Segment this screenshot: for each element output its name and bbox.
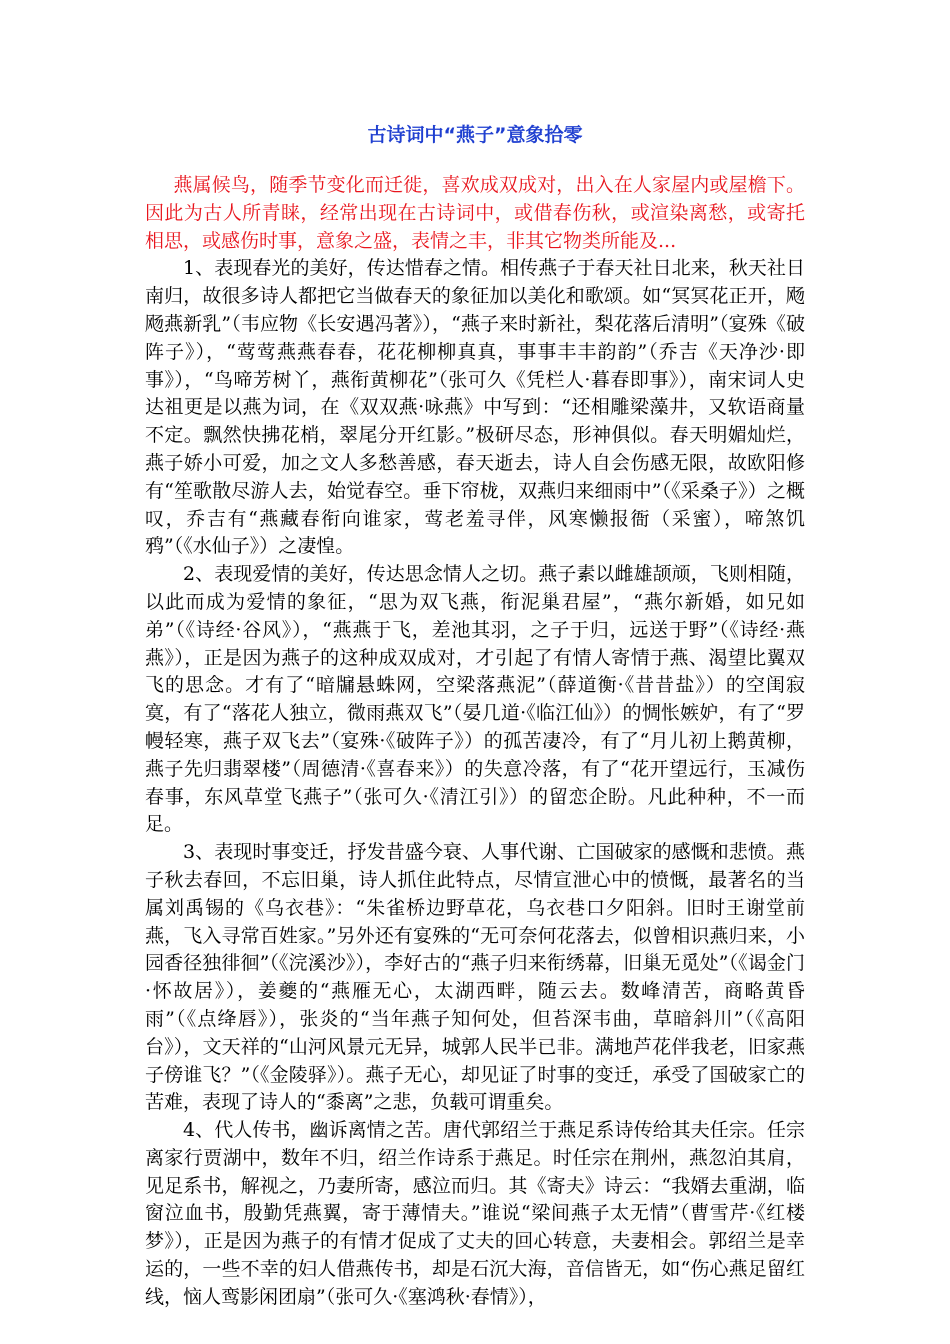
paragraph-2: 2、表现爱情的美好，传达思念情人之切。燕子素以雌雄颉颃，飞则相随，以此而成为爱情的象征，“思为双飞燕，衔泥巢君屋”，“燕尔新婚，如兄如弟”（《诗经·谷风》），“燕燕于飞，差池其羽，之子于归，远送于野”（《诗经·燕燕》），正是因为燕子的这种成双成对，才引起了有情人寄情于燕、渴望比翼双飞的思念。才有了“暗牖悬蛛网，空梁落燕泥”（薛道衡·《昔昔盐》）的空闺寂寞，有了“落花人独立，微雨燕双飞”（晏几道·《临江仙》）的惆怅嫉妒，有了“罗幔轻寒，燕子双飞去”（宴殊·《破阵子》）的孤苦凄冷，有了“月儿初上鹅黄柳，燕子先归翡翠楼”（周德清·《喜春来》）的失意冷落，有了“花开望远行，玉减伤春事，东风草堂飞燕子”（张可久·《清江引》）的留恋企盼。凡此种种，不一而足。	[145, 563, 805, 836]
paragraph-1: 1、表现春光的美好，传达惜春之情。相传燕子于春天社日北来，秋天社日南归，故很多诗人都把它当做春天的象征加以美化和歌颂。如“冥冥花正开，飏飏燕新乳”（韦应物《长安遇冯著》），“燕子来时新社，梨花落后清明”（宴殊《破阵子》），“莺莺燕燕春春，花花柳柳真真，事事丰丰韵韵”（乔吉《天净沙·即事》），“鸟啼芳树丫，燕衔黄柳花”（张可久《凭栏人·暮春即事》），南宋词人史达祖更是以燕为词，在《双双燕·咏燕》中写到：“还相雕梁藻井，又软语商量不定。飘然快拂花梢，翠尾分开红影。”极研尽态，形神俱似。春天明媚灿烂，燕子娇小可爱，加之文人多愁善感，春天逝去，诗人自会伤感无限，故欧阳修有“笙歌散尽游人去，始觉春空。垂下帘栊，双燕归来细雨中”（《采桑子》）之概叹，乔吉有“燕藏春衔向谁家，莺老羞寻伴，风寒懒报衙（采蜜），啼煞饥鸦”（《水仙子》）之凄惶。	[145, 257, 805, 558]
paragraph-3: 3、表现时事变迁，抒发昔盛今衰、人事代谢、亡国破家的感慨和悲愤。燕子秋去春回，不忘旧巢，诗人抓住此特点，尽情宣泄心中的愤慨，最著名的当属刘禹锡的《乌衣巷》：“朱雀桥边野草花，乌衣巷口夕阳斜。旧时王谢堂前燕，飞入寻常百姓家。”另外还有宴殊的“无可奈何花落去，似曾相识燕归来，小园香径独徘徊”（《浣溪沙》），李好古的“燕子归来衔绣幕，旧巢无觅处”（《谒金门·怀故居》），姜夔的“燕雁无心，太湖西畔，随云去。数峰清苦，商略黄昏雨”（《点绛唇》），张炎的“当年燕子知何处，但苔深韦曲，草暗斜川”（《高阳台》），文天祥的“山河风景元无异，城郭人民半已非。满地芦花伴我老，旧家燕子傍谁飞？”（《金陵驿》）。燕子无心，却见证了时事的变迁，承受了国破家亡的苦难，表现了诗人的“黍离”之悲，负载可谓重矣。	[145, 841, 805, 1114]
paragraph-4: 4、代人传书，幽诉离情之苦。唐代郭绍兰于燕足系诗传给其夫任宗。任宗离家行贾湖中，数年不归，绍兰作诗系于燕足。时任宗在荆州，燕忽泊其肩，见足系书，解视之，乃妻所寄，感泣而归。其《寄夫》诗云：“我婿去重湖，临窗泣血书，殷勤凭燕翼，寄于薄情夫。”谁说“梁间燕子太无情”（曹雪芹·《红楼梦》），正是因为燕子的有情才促成了丈夫的回心转意，夫妻相会。郭绍兰是幸运的，一些不幸的妇人借燕传书，却是石沉大海，音信皆无，如“伤心燕足留红线，恼人鸾影闲团扇”（张可久·《塞鸿秋·春情》），	[145, 1119, 805, 1308]
document-body	[145, 172, 805, 1312]
intro-paragraph: 燕属候鸟，随季节变化而迁徙，喜欢成双成对，出入在人家屋内或屋檐下。因此为古人所青睐，经常出现在古诗词中，或借春伤秋，或渲染离愁，或寄托相思，或感伤时事，意象之盛，表情之丰，非其它物类所能及...	[145, 174, 805, 252]
document-title: 古诗词中“燕子”意象拾零	[367, 124, 583, 146]
